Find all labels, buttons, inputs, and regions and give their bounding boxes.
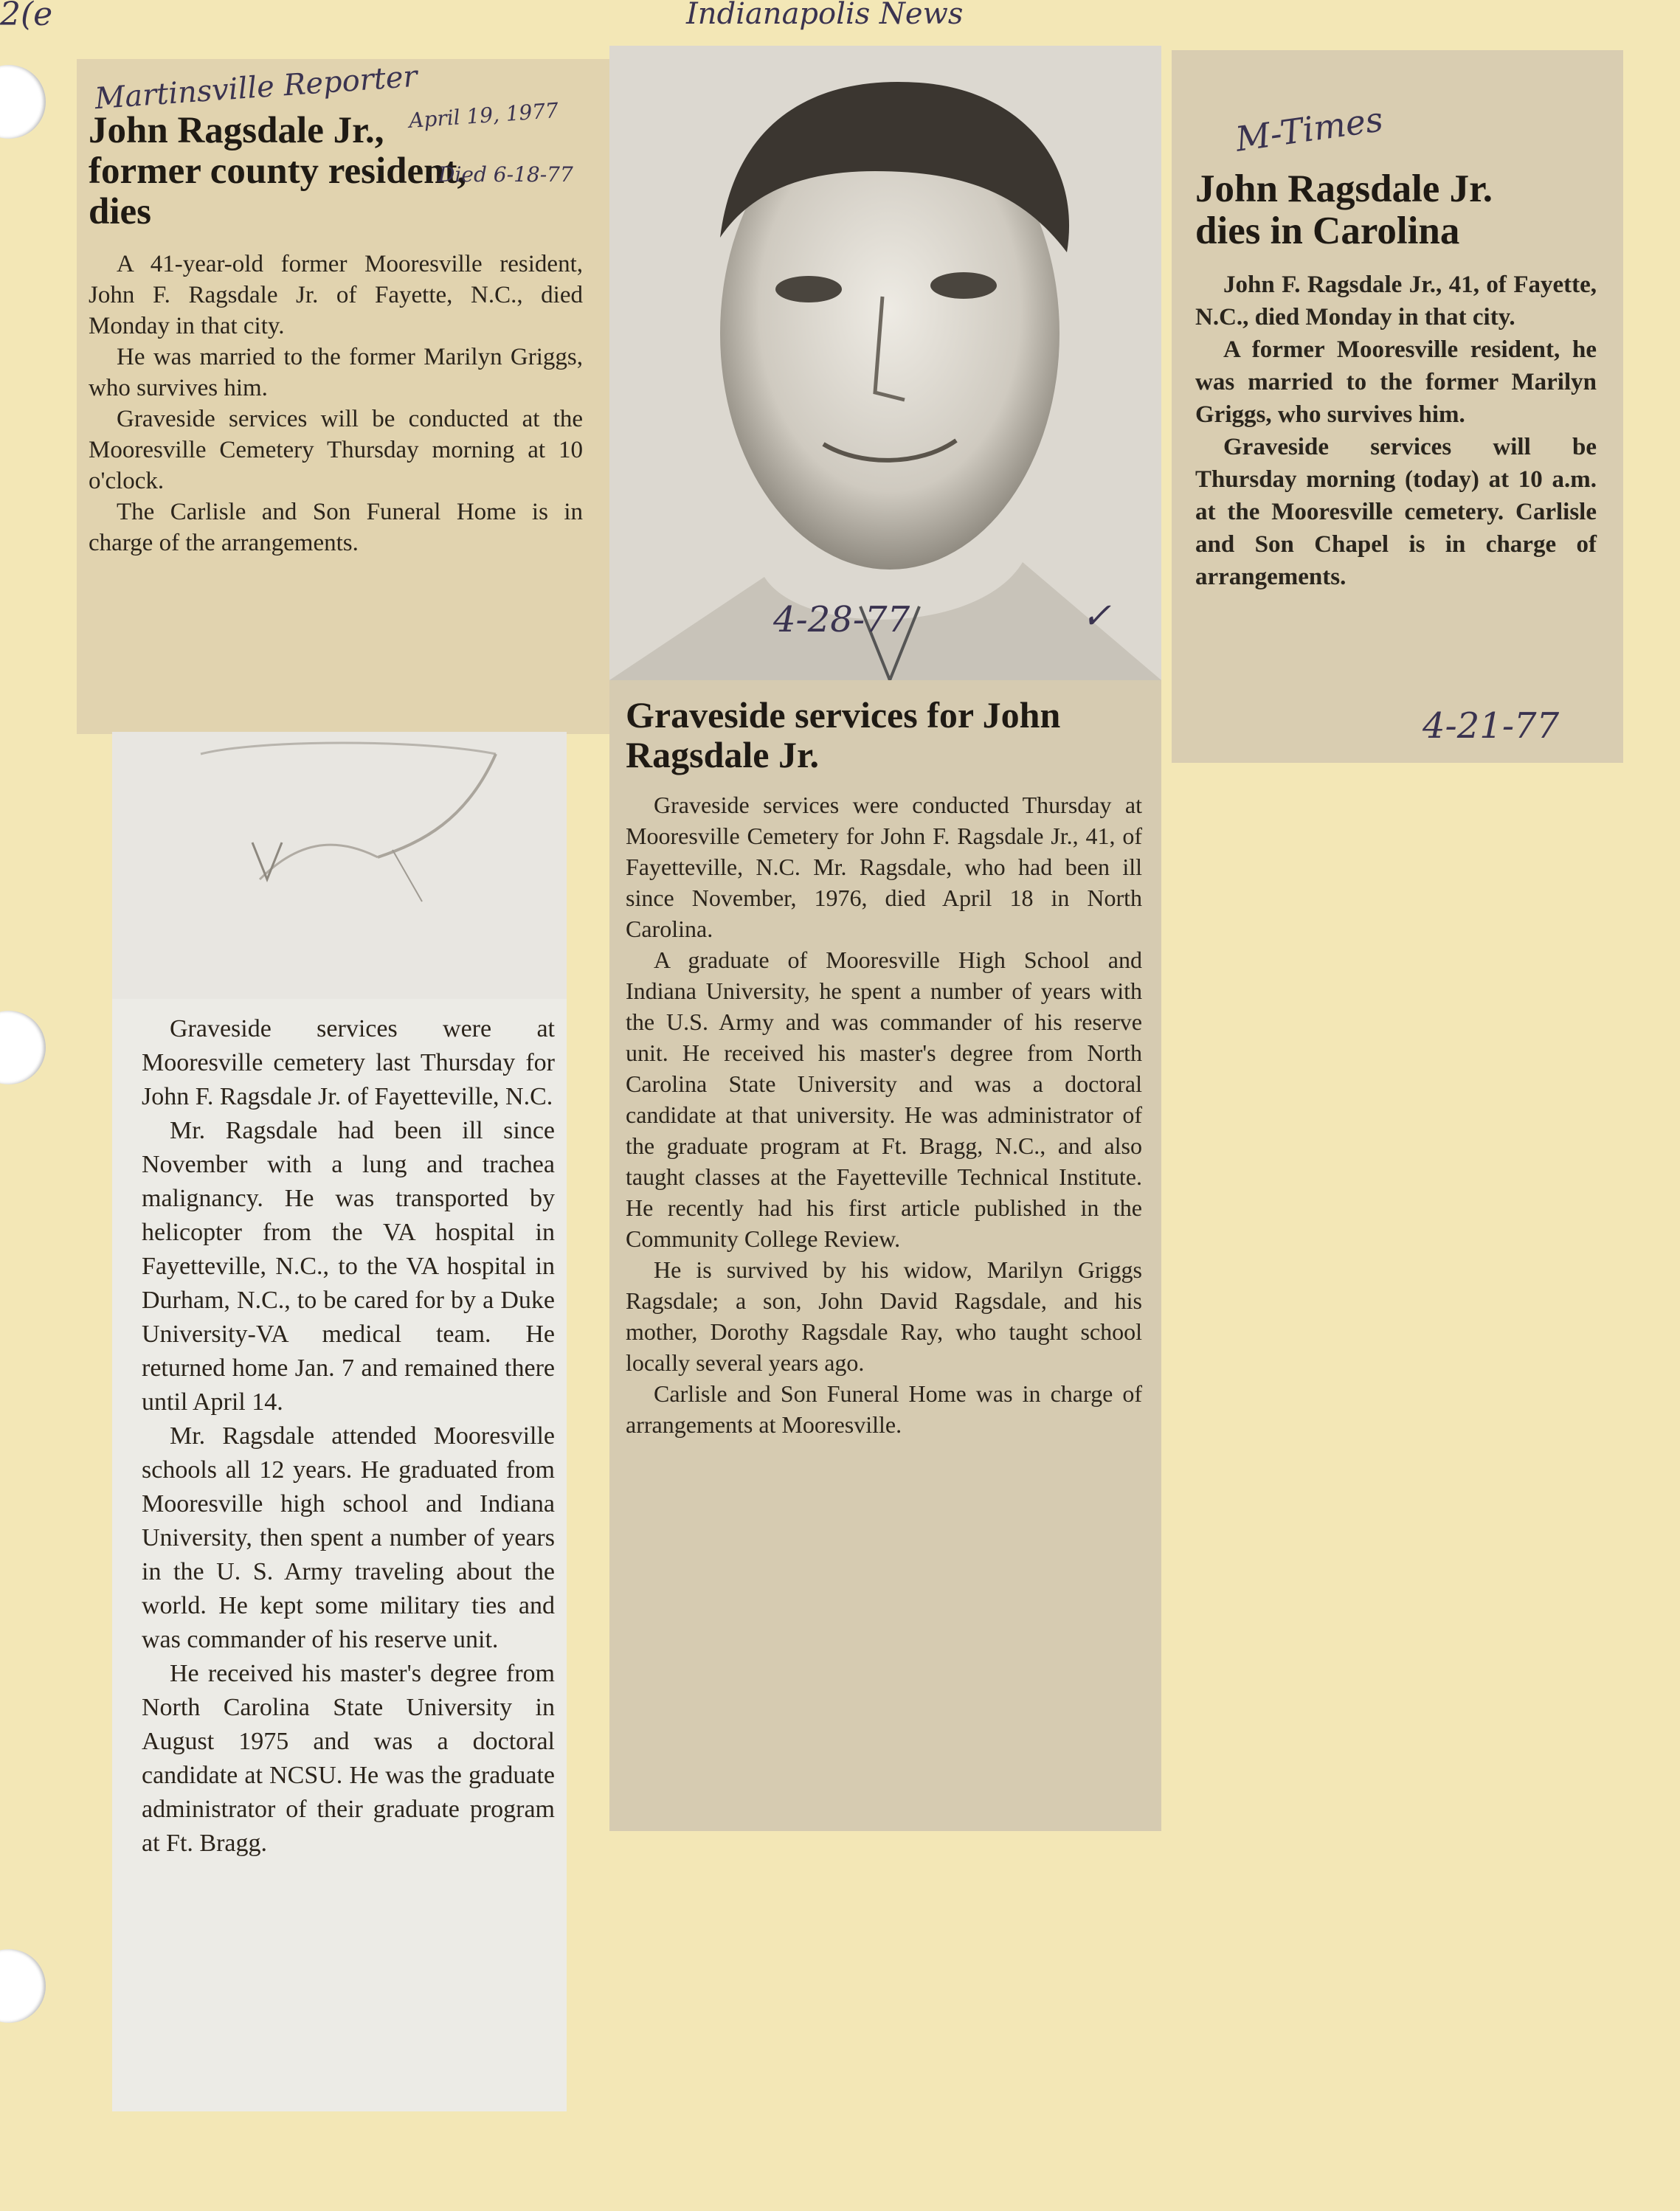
article-body xyxy=(89,249,583,558)
right-source-note: M-Times xyxy=(1233,99,1386,159)
article-body xyxy=(142,1012,555,1861)
paragraph: He was married to the former Marilyn Griggs, who survives him. xyxy=(89,344,583,402)
paragraph: A graduate of Mooresville High School and Indiana University, he spent a number of years with the U.S. Army and was commander of his reserve unit. He received his master's degree from North Carolina State University and was a doctoral candidate at that university. He was administrator of the graduate program at Ft. Bragg, N.C., and also taught classes at the Fayetteville Technical Institute. He recently had his first article published in the Community College Review. xyxy=(626,947,1142,1252)
binder-hole-middle xyxy=(0,1011,46,1084)
binder-hole-top xyxy=(0,65,46,139)
paragraph: Graveside services were conducted Thursday at Mooresville Cemetery for John F. Ragsdale Jr., 41, of Fayetteville, N.C. Mr. Ragsdale, who had been ill since November, 1976, died April 18 in North Carolina. xyxy=(626,792,1142,942)
paragraph: Graveside services will be Thursday morning (today) at 10 a.m. at the Mooresville cemetery. Carlisle and Son Chapel is in charge of arrangements. xyxy=(1195,434,1597,591)
paragraph: He is survived by his widow, Marilyn Griggs Ragsdale; a son, John David Ragsdale, and his mother, Dorothy Ragsdale Ray, who taught school locally several years ago. xyxy=(626,1256,1142,1376)
clipping-m-times xyxy=(1172,50,1623,763)
clipping-continuation xyxy=(112,732,567,2111)
article-body xyxy=(1195,269,1597,593)
article-body xyxy=(626,789,1142,1440)
left-source-note: Martinsville Reporter xyxy=(93,59,418,117)
center-source-note: Indianapolis News xyxy=(686,0,964,31)
paragraph: The Carlisle and Son Funeral Home is in charge of the arrangements. xyxy=(89,499,583,557)
binder-hole-bottom xyxy=(0,1949,46,2023)
left-died-note: Died 6-18-77 xyxy=(438,162,573,187)
paragraph: Mr. Ragsdale had been ill since November with a lung and trachea malignancy. He was transported by helicopter from the VA hospital in Fayetteville, N.C., to the VA hospital in Durham, N.C., to be cared for by a Duke University-VA medical team. He returned home Jan. 7 and remained there until April 14. xyxy=(142,1117,555,1416)
page-mark: 2(e xyxy=(0,0,53,33)
right-date-note: 4-21-77 xyxy=(1423,705,1560,747)
headline: John Ragsdale Jr. dies in Carolina xyxy=(1195,167,1493,253)
paragraph: A former Mooresville resident, he was married to the former Marilyn Griggs, who survives him. xyxy=(1195,336,1597,429)
clipping-martinsville-reporter xyxy=(77,59,609,734)
paragraph: Graveside services were at Mooresville cemetery last Thursday for John F. Ragsdale Jr. of Fayetteville, N.C. xyxy=(142,1015,555,1110)
portrait-photo xyxy=(609,46,1161,680)
faded-photo xyxy=(112,732,567,999)
clipping-indianapolis-news xyxy=(609,46,1161,1831)
headline: Graveside services for John Ragsdale Jr. xyxy=(626,694,1061,775)
paragraph: He received his master's degree from North Carolina State University in August 1975 and was a doctoral candidate at NCSU. He was the graduate administrator of their graduate program at Ft. Bragg. xyxy=(142,1660,555,1857)
portrait-photo-image xyxy=(609,46,1161,680)
paragraph: Carlisle and Son Funeral Home was in charge of arrangements at Mooresville. xyxy=(626,1380,1142,1438)
paragraph: Mr. Ragsdale attended Mooresville schools all 12 years. He graduated from Mooresville high school and Indiana University, then spent a number of years in the U. S. Army traveling about the world. He kept some military ties and was commander of his reserve unit. xyxy=(142,1422,555,1653)
headline: John Ragsdale Jr., former county resident, dies xyxy=(89,110,467,233)
center-check-note: ✓ xyxy=(1082,595,1112,637)
center-date-note: 4-28-77 xyxy=(773,599,910,640)
paragraph: A 41-year-old former Mooresville resident, John F. Ragsdale Jr. of Fayette, N.C., died Monday in that city. xyxy=(89,251,583,340)
paragraph: John F. Ragsdale Jr., 41, of Fayette, N.C., died Monday in that city. xyxy=(1195,271,1597,331)
faded-photo-sketch xyxy=(112,732,567,999)
article xyxy=(626,694,1142,1440)
left-date-note: April 19, 1977 xyxy=(408,97,559,134)
paragraph: Graveside services will be conducted at the Mooresville Cemetery Thursday morning at 10 o'clock. xyxy=(89,406,583,495)
